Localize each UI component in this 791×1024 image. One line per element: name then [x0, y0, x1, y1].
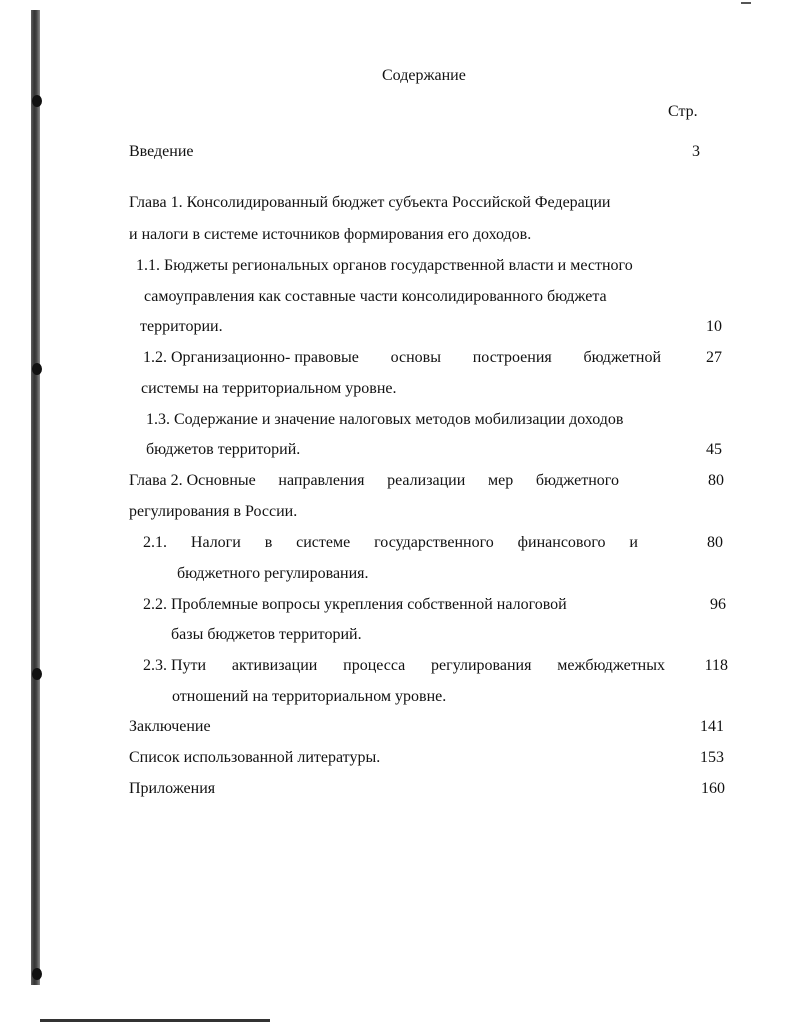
- toc-section-2-1-word: системе: [296, 534, 351, 551]
- toc-chapter-2-word: Глава 2. Основные: [129, 472, 256, 489]
- toc-section-2-2-page: 96: [710, 596, 726, 613]
- toc-entry-intro-label: Введение: [129, 143, 194, 160]
- toc-chapter-2-word: направления: [278, 472, 365, 489]
- toc-chapter-2-line-1: [129, 471, 619, 491]
- toc-section-1-2-line-2: системы на территориальном уровне.: [141, 380, 397, 397]
- toc-entry-conclusion-label: Заключение: [129, 718, 211, 735]
- toc-chapter-2-page: 80: [708, 472, 724, 489]
- toc-section-2-3-line-2: отношений на территориальном уровне.: [172, 688, 447, 705]
- toc-section-2-1-word: Налоги: [190, 534, 241, 551]
- toc-section-1-2-word: основы: [390, 349, 441, 366]
- toc-chapter-2-word: реализации: [387, 472, 466, 489]
- toc-entry-intro-page: 3: [692, 143, 700, 160]
- toc-entry-references-label: Список использованной литературы.: [129, 749, 381, 766]
- toc-section-1-1-line-1: 1.1. Бюджеты региональных органов государственной власти и местного: [136, 257, 633, 274]
- toc-entry-references-page: 153: [700, 749, 724, 766]
- binding-edge: [31, 10, 40, 985]
- toc-section-1-2-word: 1.2. Организационно- правовые: [143, 349, 359, 366]
- toc-section-1-2-page: 27: [706, 349, 722, 366]
- toc-entry-appendix-label: Приложения: [129, 780, 216, 797]
- toc-section-2-1-page: 80: [707, 534, 723, 551]
- toc-section-2-3-word: 2.3. Пути: [143, 657, 207, 674]
- toc-section-1-1-line-2: самоуправления как составные части консолидированного бюджета: [144, 288, 607, 305]
- page-title: Содержание: [382, 67, 466, 84]
- toc-chapter-2-word: бюджетного: [535, 472, 619, 489]
- toc-section-1-2-word: построения: [472, 349, 552, 366]
- toc-section-2-3-page: 118: [704, 657, 728, 674]
- toc-section-1-3-line-1: 1.3. Содержание и значение налоговых методов мобилизации доходов: [146, 411, 624, 428]
- toc-chapter-2-word: мер: [487, 472, 514, 489]
- toc-section-2-1-line-1: [143, 533, 638, 553]
- toc-section-2-3-word: межбюджетных: [557, 657, 665, 674]
- toc-section-1-3-line-2: бюджетов территорий.: [146, 441, 301, 458]
- toc-section-2-1-word: и: [629, 534, 638, 551]
- toc-section-2-3-word: активизации: [231, 657, 318, 674]
- scan-corner-mark: [741, 2, 751, 4]
- scan-bottom-line: [40, 1019, 270, 1022]
- toc-section-2-3-word: процесса: [343, 657, 406, 674]
- toc-section-1-2-line-1: [143, 348, 661, 368]
- toc-chapter-1-line-1: Глава 1. Консолидированный бюджет субъекта Российской Федерации: [129, 194, 611, 211]
- toc-section-2-1-line-2: бюджетного регулирования.: [177, 565, 369, 582]
- binding-hole: [32, 363, 42, 375]
- toc-entry-appendix-page: 160: [701, 780, 725, 797]
- toc-section-1-2-word: бюджетной: [583, 349, 661, 366]
- toc-section-2-3-word: регулирования: [431, 657, 532, 674]
- toc-section-2-1-word: в: [264, 534, 273, 551]
- page-column-header: Стр.: [668, 103, 698, 120]
- toc-section-1-3-page: 45: [706, 441, 722, 458]
- toc-section-2-2-line-1: 2.2. Проблемные вопросы укрепления собственной налоговой: [143, 596, 567, 613]
- binding-hole: [32, 968, 42, 980]
- binding-hole: [32, 95, 42, 107]
- toc-chapter-1-line-2: и налоги в системе источников формирования его доходов.: [129, 226, 532, 243]
- toc-section-2-3-line-1: [143, 656, 665, 676]
- toc-section-2-1-word: 2.1.: [143, 534, 167, 551]
- toc-section-1-1-page: 10: [706, 318, 722, 335]
- toc-section-1-1-line-3: территории.: [140, 318, 223, 335]
- toc-entry-conclusion-page: 141: [700, 718, 724, 735]
- toc-section-2-1-word: финансового: [517, 534, 606, 551]
- binding-hole: [32, 668, 42, 680]
- toc-section-2-2-line-2: базы бюджетов территорий.: [171, 626, 362, 643]
- toc-section-2-1-word: государственного: [374, 534, 494, 551]
- toc-chapter-2-line-2: регулирования в России.: [129, 503, 298, 520]
